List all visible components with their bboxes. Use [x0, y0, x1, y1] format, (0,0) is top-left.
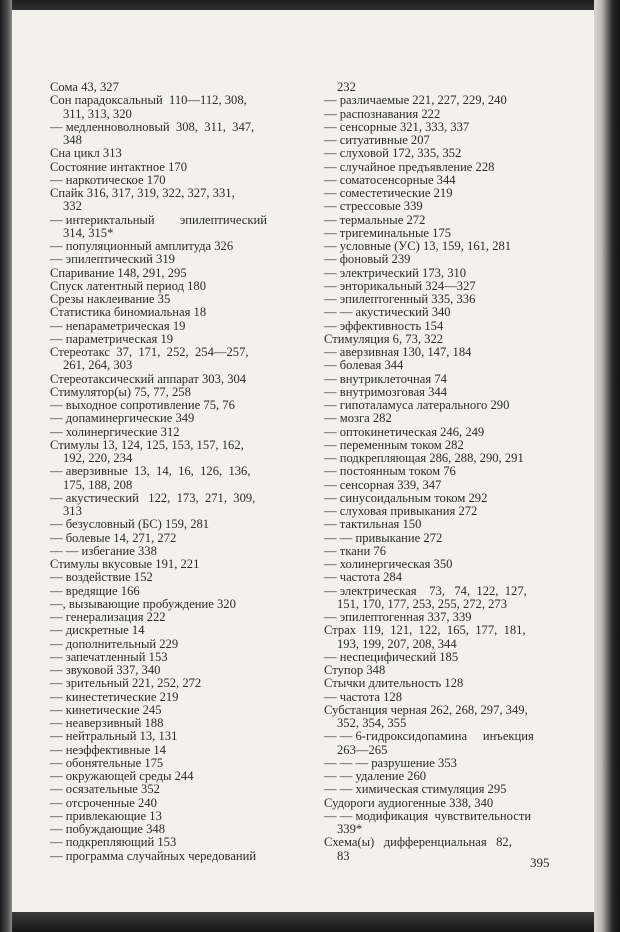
index-entry: — воздействие 152 — [50, 571, 153, 585]
index-entry: — — акустический 340 — [324, 306, 451, 320]
index-entry: — выходное сопротивление 75, 76 — [50, 399, 235, 412]
index-entry: Срезы наклеивание 35 — [50, 293, 171, 306]
index-entry: — популяционный амплитуда 326 — [50, 240, 234, 253]
index-entry: — стрессовые 339 — [324, 200, 423, 214]
page-number: 395 — [530, 855, 550, 870]
index-entry: 192, 220, 234 — [63, 452, 133, 465]
index-entry: Стереотаксический аппарат 303, 304 — [50, 372, 247, 386]
index-entry: — окружающей среды 244 — [50, 770, 194, 783]
index-entry: — нейтральный 13, 131 — [50, 730, 178, 744]
index-column-left — [50, 81, 288, 863]
index-entry: Стимулы 13, 124, 125, 153, 157, 162, — [50, 438, 244, 452]
index-entry: Судороги аудиогенные 338, 340 — [324, 796, 494, 810]
index-entry: Спуск латентный период 180 — [50, 279, 207, 293]
index-entry: Стереотакс 37, 171, 252, 254—257, — [50, 346, 249, 359]
index-entry: — гипоталамуса латерального 290 — [324, 399, 510, 412]
index-entry: 332 — [63, 200, 82, 214]
index-entry: — мозга 282 — [324, 412, 392, 426]
index-entry: — дополнительный 229 — [50, 637, 179, 651]
index-entry: — оптокинетическая 246, 249 — [324, 425, 485, 439]
index-entry: — запечатленный 153 — [50, 650, 168, 664]
index-entry: — термальные 272 — [324, 213, 426, 227]
index-entry: — различаемые 221, 227, 229, 240 — [324, 94, 507, 108]
index-entry: 193, 199, 207, 208, 344 — [337, 637, 457, 651]
index-entry: — эпилептогенная 337, 339 — [324, 611, 472, 624]
index-entry: Сон парадоксальный 110—112, 308, — [50, 94, 247, 108]
index-entry: 263—265 — [337, 743, 388, 757]
index-entry: — привлекающие 13 — [50, 809, 162, 823]
index-entry: — непараметрическая 19 — [50, 319, 186, 333]
index-entry: — ткани 76 — [324, 544, 386, 558]
index-entry: — энторикальный 324—327 — [324, 279, 476, 293]
index-entry: — переменным током 282 — [324, 438, 464, 452]
index-entry: — — привыкание 272 — [324, 531, 443, 545]
index-entry: —, вызывающие пробуждение 320 — [50, 597, 236, 611]
index-entry: — тактильная 150 — [324, 518, 422, 532]
index-entry: — — — разрушение 353 — [324, 756, 457, 770]
index-entry: — электрическая 73, 74, 122, 127, — [324, 584, 527, 598]
index-entry: — звуковой 337, 340 — [50, 664, 161, 677]
index-entry: — подкрепляющая 286, 288, 290, 291 — [324, 452, 524, 465]
index-entry: — частота 128 — [324, 690, 403, 704]
scan-right-edge — [594, 0, 620, 932]
index-entry: — — 6-гидроксидопамина инъекция — [324, 730, 534, 744]
index-entry: — холинергическая 350 — [324, 558, 453, 571]
index-entry: — тригеминальные 175 — [324, 226, 452, 240]
index-entry: Статистика биномиальная 18 — [50, 306, 207, 320]
index-entry: 348 — [63, 134, 82, 147]
index-entry: Ступор 348 — [324, 664, 386, 677]
index-entry: 311, 313, 320 — [63, 107, 132, 121]
index-entry: — фоновый 239 — [324, 253, 411, 267]
index-entry: — холинергические 312 — [50, 425, 180, 439]
index-entry: — внутримозговая 344 — [324, 385, 448, 399]
index-entry: — внутриклеточная 74 — [324, 372, 447, 386]
index-entry: — подкрепляющий 153 — [50, 836, 177, 850]
index-entry: — синусоидальным током 292 — [324, 491, 488, 505]
index-entry: Стимулятор(ы) 75, 77, 258 — [50, 385, 191, 399]
index-entry: — побуждающие 348 — [50, 823, 166, 836]
index-entry: — болевые 14, 271, 272 — [50, 531, 177, 545]
index-entry: — частота 284 — [324, 571, 403, 585]
index-entry: — неэффективные 14 — [50, 743, 166, 757]
index-entry: — акустический 122, 173, 271, 309, — [50, 491, 256, 505]
index-entry: — кинетические 245 — [50, 703, 162, 717]
index-entry: 261, 264, 303 — [63, 359, 133, 373]
index-entry: 232 — [337, 81, 356, 94]
index-entry: 83 — [337, 849, 350, 863]
index-entry: — неаверзивный 188 — [50, 717, 164, 730]
index-entry: — распознавания 222 — [324, 107, 441, 121]
index-entry: Сна цикл 313 — [50, 147, 122, 161]
scan-bottom-edge — [0, 912, 620, 932]
index-entry: Схема(ы) дифференциальная 82, — [324, 836, 512, 850]
index-entry: — интериктальный эпилептический — [50, 213, 267, 227]
index-entry: — случайное предъявление 228 — [324, 160, 495, 174]
index-entry: Стычки длительность 128 — [324, 677, 464, 691]
index-entry: Стимулы вкусовые 191, 221 — [50, 558, 200, 571]
index-entry: — дискретные 14 — [50, 624, 145, 638]
book-page — [12, 10, 596, 912]
index-entry: Страх 119, 121, 122, 165, 177, 181, — [324, 624, 526, 638]
index-entry: 151, 170, 177, 253, 255, 272, 273 — [337, 597, 508, 611]
index-entry: — слуховая привыкания 272 — [324, 505, 478, 518]
index-entry: — соместетические 219 — [324, 187, 453, 200]
index-entry: — — избегание 338 — [50, 544, 157, 558]
index-entry: — обонятельные 175 — [50, 756, 164, 770]
index-entry: — зрительный 221, 252, 272 — [50, 677, 202, 691]
index-entry: — генерализация 222 — [50, 611, 166, 624]
index-entry: — допаминергические 349 — [50, 412, 195, 426]
index-entry: Субстанция черная 262, 268, 297, 349, — [324, 703, 528, 717]
index-entry: — постоянным током 76 — [324, 465, 456, 479]
index-entry: Сома 43, 327 — [50, 81, 119, 94]
index-column-right — [324, 81, 554, 863]
index-entry: — отсроченные 240 — [50, 796, 157, 810]
index-entry: — ситуативные 207 — [324, 134, 430, 147]
index-entry: — безусловный (БС) 159, 281 — [50, 518, 210, 532]
index-entry: — наркотическое 170 — [50, 173, 166, 187]
index-entry: — кинестетические 219 — [50, 690, 179, 704]
index-entry: — эпилептический 319 — [50, 253, 175, 267]
index-entry: — электрический 173, 310 — [324, 266, 467, 280]
index-entry: — эпилептогенный 335, 336 — [324, 293, 476, 306]
index-entry: — соматосенсорные 344 — [324, 173, 456, 187]
index-entry: — болевая 344 — [324, 359, 404, 373]
index-entry: — осязательные 352 — [50, 783, 160, 797]
index-entry: — слуховой 172, 335, 352 — [324, 147, 462, 161]
index-entry: — сенсорная 339, 347 — [324, 478, 442, 492]
index-entry: Спаривание 148, 291, 295 — [50, 266, 187, 280]
scan-left-edge — [0, 0, 12, 932]
index-entry: — аверзивная 130, 147, 184 — [324, 346, 472, 359]
index-entry: — вредящие 166 — [50, 584, 140, 598]
index-entry: — эффективность 154 — [324, 319, 444, 333]
index-entry: — параметрическая 19 — [50, 332, 174, 346]
index-entry: — — удаление 260 — [324, 770, 427, 783]
index-entry: Спайк 316, 317, 319, 322, 327, 331, — [50, 187, 235, 200]
index-entry: 339* — [337, 823, 363, 836]
index-entry: — аверзивные 13, 14, 16, 126, 136, — [50, 465, 251, 479]
index-entry: — — модификация чувствительности — [324, 809, 532, 823]
index-entry: 175, 188, 208 — [63, 478, 133, 492]
index-entry: Стимуляция 6, 73, 322 — [324, 332, 444, 346]
index-entry: 352, 354, 355 — [337, 717, 407, 730]
scan-top-edge — [0, 0, 620, 10]
index-entry: — условные (УС) 13, 159, 161, 281 — [324, 240, 512, 253]
index-entry: 313 — [63, 505, 82, 518]
index-entry: — неспецифический 185 — [324, 650, 459, 664]
index-entry: Состояние интактное 170 — [50, 160, 188, 174]
index-entry: — медленноволновый 308, 311, 347, — [50, 120, 255, 134]
index-entry: — сенсорные 321, 333, 337 — [324, 120, 470, 134]
index-entry: — программа случайных чередований — [50, 849, 257, 863]
index-entry: — — химическая стимуляция 295 — [324, 783, 507, 797]
index-entry: 314, 315* — [63, 226, 114, 240]
